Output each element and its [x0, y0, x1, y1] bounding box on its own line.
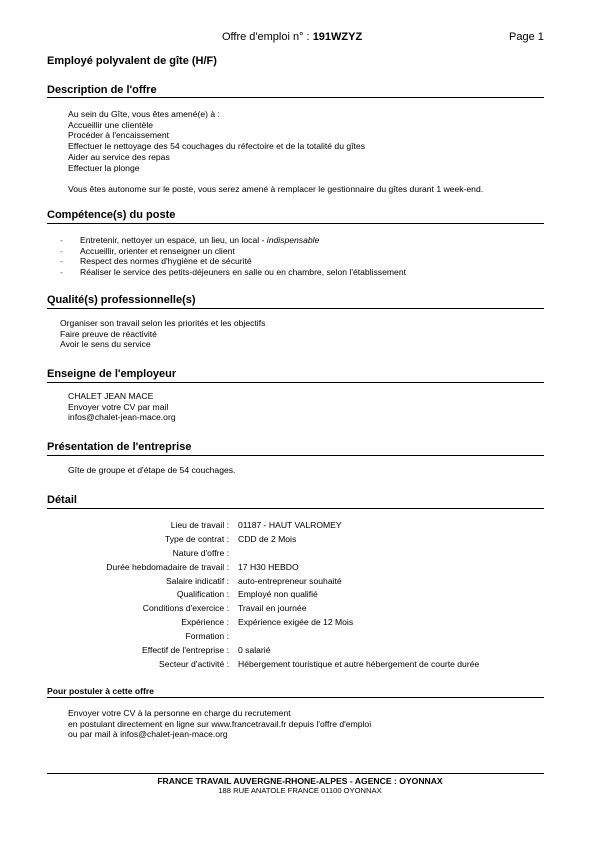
section-divider	[47, 382, 544, 383]
detail-row	[47, 645, 547, 659]
detail-row	[47, 576, 547, 590]
offer-number-line	[222, 31, 362, 43]
footer-address: 188 RUE ANATOLE FRANCE 01100 OYONNAX	[218, 786, 382, 795]
employer-email: infos@chalet-jean-mace.org	[68, 412, 176, 423]
section-divider	[47, 508, 544, 509]
section-title-qualites: Qualité(s) professionnelle(s)	[47, 294, 196, 306]
page-number: Page 1	[509, 31, 544, 43]
competences-list	[60, 235, 406, 277]
list-item: - Entretenir, nettoyer un espace, un lieu, un local - indispensable	[60, 235, 320, 245]
offer-number: 191WZYZ	[312, 31, 363, 43]
employer-name: CHALET JEAN MACE	[68, 391, 154, 401]
section-title-postuler: Pour postuler à cette offre	[47, 686, 154, 696]
description-closing: Vous êtes autonome sur le poste, vous serez amené à remplacer le gestionnaire du gîtes durant 1 week-end.	[68, 183, 484, 194]
description-line: Effectuer le nettoyage des 54 couchages du réfectoire et de la totalité du gîtes	[68, 141, 366, 152]
presentation-text: Gîte de groupe et d'étape de 54 couchages.	[68, 465, 236, 475]
presentation-body	[68, 465, 235, 476]
postuler-line: Envoyer votre CV à la personne en charge du recrutement	[68, 708, 291, 718]
description-line: Accueillir une clientèle	[68, 119, 154, 130]
detail-value: CDD de 2 Mois	[238, 533, 297, 544]
detail-label: Type de contrat :	[164, 533, 229, 544]
detail-table	[47, 520, 547, 673]
list-item: - Réaliser le service des petits-déjeuners en salle ou en chambre, selon l'établissement	[60, 266, 406, 277]
qualite-line: Organiser son travail selon les priorités et les objectifs	[60, 318, 266, 328]
detail-value: Expérience exigée de 12 Mois	[238, 617, 354, 628]
detail-label: Secteur d'activité :	[159, 658, 229, 669]
competence-text: Entretenir, nettoyer un espace, un lieu, un local -	[80, 235, 267, 245]
enseigne-line: Envoyer votre CV par mail	[68, 401, 169, 412]
qualite-line: Faire preuve de réactivité	[60, 328, 157, 339]
section-divider	[47, 697, 544, 698]
detail-label: Expérience :	[181, 617, 229, 628]
detail-value: Employé non qualifié	[238, 589, 318, 600]
section-title-detail: Détail	[47, 494, 77, 506]
postuler-body	[68, 708, 371, 740]
section-divider	[47, 223, 544, 224]
description-line: Au sein du Gîte, vous êtes amené(e) à :	[68, 109, 220, 119]
section-title-presentation: Présentation de l'entreprise	[47, 441, 192, 453]
section-title-description: Description de l'offre	[47, 84, 157, 96]
qualites-body	[60, 318, 265, 350]
detail-row	[47, 631, 547, 645]
section-divider	[47, 97, 544, 98]
competence-note: indispensable	[266, 235, 320, 245]
detail-label: Formation :	[185, 631, 229, 642]
detail-value: 01187 - HAUT VALROMEY	[238, 520, 342, 530]
qualite-line: Avoir le sens du service	[60, 339, 151, 350]
section-title-enseigne: Enseigne de l'employeur	[47, 368, 177, 380]
detail-label: Conditions d'exercice :	[142, 603, 229, 614]
detail-label: Nature d'offre :	[172, 547, 229, 558]
detail-value: 0 salarié	[238, 645, 271, 656]
enseigne-body	[68, 391, 176, 423]
detail-label: Salaire indicatif :	[165, 575, 229, 586]
detail-row	[47, 603, 547, 617]
detail-value: Travail en journée	[238, 603, 307, 614]
description-line: Effectuer la plonge	[68, 162, 140, 173]
description-body	[68, 109, 483, 195]
description-line: Aider au service des repas	[68, 151, 170, 162]
detail-value: auto-entrepreneur souhaité	[238, 575, 342, 586]
list-item: - Respect des normes d'hygiène et de sécurité	[60, 256, 252, 266]
description-line: Procéder à l'encaissement	[68, 130, 169, 141]
detail-label: Qualification :	[176, 589, 229, 600]
postuler-line: en postulant directement en ligne sur www.francetravail.fr depuis l'offre d'emploi	[68, 718, 372, 729]
detail-row	[47, 548, 547, 562]
detail-row	[47, 520, 547, 534]
offer-number-label: Offre d'emploi n° :	[222, 31, 310, 43]
detail-row	[47, 562, 547, 576]
detail-label: Effectif de l'entreprise :	[142, 645, 229, 656]
detail-label: Lieu de travail :	[170, 520, 229, 530]
job-title: Employé polyvalent de gîte (H/F)	[47, 55, 217, 67]
footer-divider	[47, 773, 544, 774]
detail-row	[47, 589, 547, 603]
section-divider	[47, 455, 544, 456]
detail-row	[47, 534, 547, 548]
postuler-line: ou par mail à infos@chalet-jean-mace.org	[68, 729, 228, 740]
section-divider	[47, 308, 544, 309]
detail-row	[47, 617, 547, 631]
competence-text: Respect des normes d'hygiène et de sécurité	[80, 256, 252, 266]
detail-label: Durée hebdomadaire de travail :	[106, 561, 229, 572]
section-title-competences: Compétence(s) du poste	[47, 209, 176, 221]
detail-row	[47, 659, 547, 673]
list-item: - Accueillir, orienter et renseigner un client	[60, 245, 235, 256]
competence-text: Accueillir, orienter et renseigner un client	[80, 245, 235, 256]
detail-value: Hébergement touristique et autre hébergement de courte durée	[238, 658, 480, 669]
competence-text: Réaliser le service des petits-déjeuners en salle ou en chambre, selon l'établissement	[80, 266, 406, 277]
footer-agency: FRANCE TRAVAIL AUVERGNE-RHONE-ALPES - AGENCE : OYONNAX	[157, 776, 443, 786]
detail-value: 17 H30 HEBDO	[238, 561, 299, 572]
